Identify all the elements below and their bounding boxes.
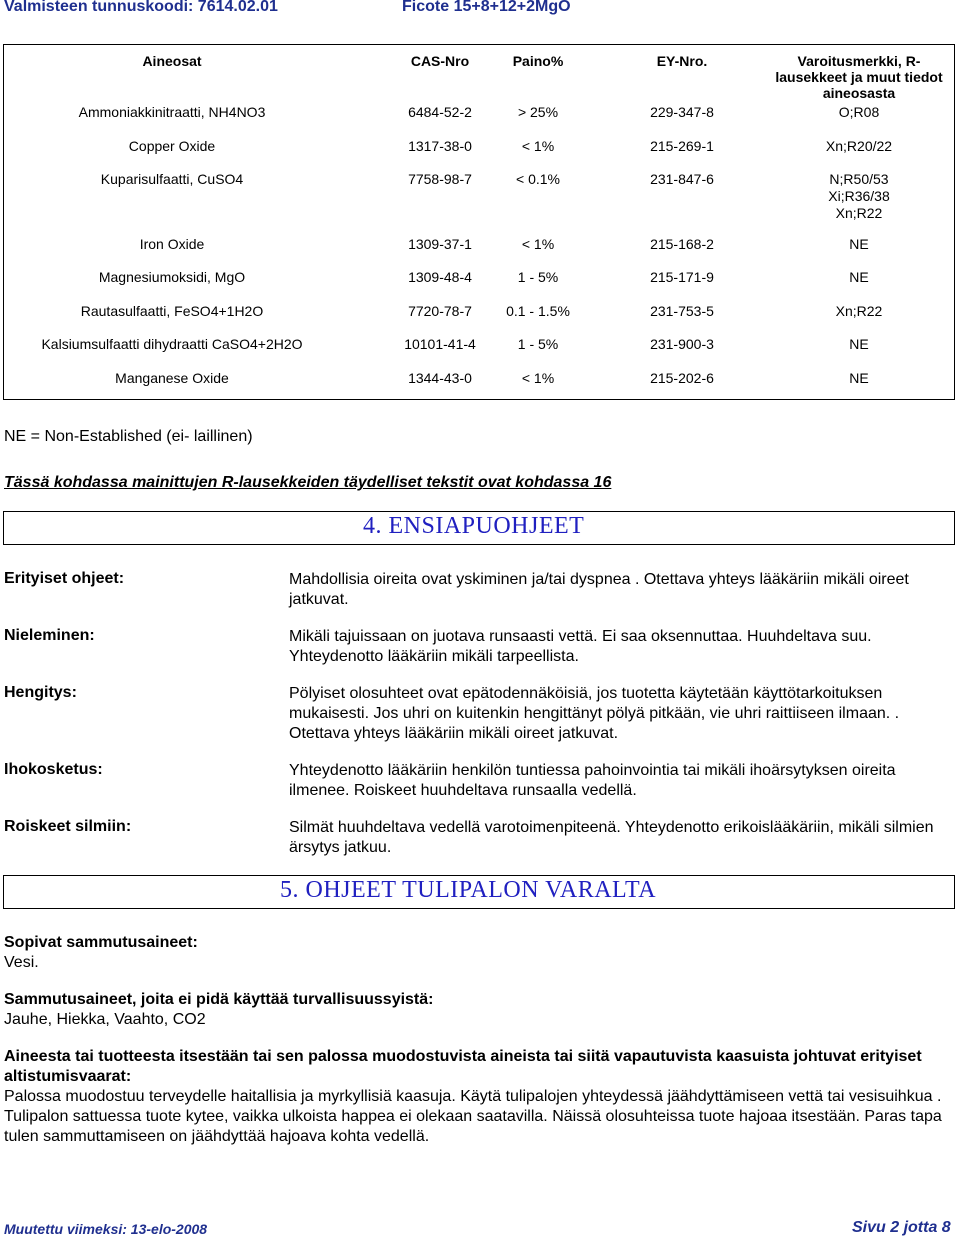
table-cell: 229-347-8	[650, 104, 714, 120]
table-cell: Copper Oxide	[128, 138, 216, 154]
first-aid-text: Yhteydenotto lääkäriin henkilön tuntiessa pahoinvointia tai mikäli ihoärsytyksen oireita ilmenee. Roiskeet huuhdeltava runsaalla vedellä.	[289, 762, 896, 799]
section-4-title: 4. ENSIAPUOHJEET	[363, 513, 585, 539]
table-cell: > 25%	[517, 104, 559, 120]
table-cell: 1344-43-0	[408, 370, 472, 386]
table-cell: 215-202-6	[650, 370, 714, 386]
table-cell: Xn;R20/22	[825, 138, 893, 154]
first-aid-label: Ihokosketus:	[4, 761, 103, 778]
table-cell: 215-171-9	[650, 269, 714, 285]
page-number: Sivu 2 jotta 8	[852, 1219, 951, 1236]
suitable-extinguishers-block	[4, 933, 954, 973]
table-cell: < 0.1%	[516, 171, 560, 187]
product-name: Ficote 15+8+12+2MgO	[402, 0, 571, 15]
table-cell: 7758-98-7	[408, 171, 472, 187]
table-cell: 6484-52-2	[408, 104, 472, 120]
table-cell: 215-269-1	[650, 138, 714, 154]
first-aid-text: Mikäli tajuissaan on juotava runsaasti vettä. Ei saa oksennuttaa. Huuhdeltava suu. Yhteydenotto lääkäriin mikäli tarpeellista.	[289, 628, 872, 665]
page-header	[0, 0, 960, 22]
unsuitable-extinguishers-block	[4, 990, 954, 1030]
table-cell: NE	[849, 370, 869, 386]
column-header-cas: CAS-Nro	[410, 53, 470, 69]
table-cell: Manganese Oxide	[115, 370, 229, 386]
ne-abbreviation-note: NE = Non-Established (ei- laillinen)	[4, 428, 253, 445]
table-cell: 0.1 - 1.5%	[506, 303, 570, 319]
table-cell: 1309-37-1	[408, 236, 472, 252]
column-header-paino: Paino%	[512, 53, 564, 69]
first-aid-text: Silmät huuhdeltava vedellä varotoimenpiteenä. Yhteydenotto erikoislääkäriin, mikäli silmien ärsytys jatkuu.	[289, 819, 934, 856]
suitable-extinguishers-label: Sopivat sammutusaineet:	[4, 934, 198, 951]
r-phrases-note: Tässä kohdassa mainittujen R-lausekkeiden täydelliset tekstit ovat kohdassa 16	[4, 474, 612, 491]
fire-hazards-text: Palossa muodostuu terveydelle haitallisia ja myrkyllisiä kaasuja. Käytä tulipalojen yhteydessä jäähdyttämiseen vettä tai vesisuihkua . Tulipalon sattuessa tuote kytee, vaikka ulkoista happea ei olekaan saatavilla. Näissä olosuhteissa tuote hajoaa itsestään. Paras tapa tulen sammuttamiseen on jäähdyttää hajoava kohta vedellä.	[4, 1088, 942, 1145]
product-code: Valmisteen tunnuskoodi: 7614.02.01	[4, 0, 278, 15]
table-cell: 231-900-3	[650, 336, 714, 352]
table-cell: < 1%	[521, 236, 555, 252]
table-cell: Magnesiumoksidi, MgO	[98, 269, 246, 285]
table-cell: 7720-78-7	[408, 303, 472, 319]
table-cell: Kuparisulfaatti, CuSO4	[100, 171, 244, 187]
table-cell: Xn;R22	[835, 303, 883, 319]
table-cell: Iron Oxide	[139, 236, 205, 252]
first-aid-text: Mahdollisia oireita ovat yskiminen ja/tai dyspnea . Otettava yhteys lääkäriin mikäli oireet jatkuvat.	[289, 571, 909, 608]
unsuitable-extinguishers-label: Sammutusaineet, joita ei pidä käyttää turvallisuussyistä:	[4, 991, 434, 1008]
table-cell: 1317-38-0	[408, 138, 472, 154]
unsuitable-extinguishers-text: Jauhe, Hiekka, Vaahto, CO2	[4, 1011, 206, 1028]
table-cell: 10101-41-4	[404, 336, 476, 352]
table-cell: N;R50/53 Xi;R36/38 Xn;R22	[828, 171, 890, 221]
column-header-aineosat: Aineosat	[142, 53, 202, 69]
first-aid-label: Erityiset ohjeet:	[4, 570, 125, 587]
first-aid-label: Nieleminen:	[4, 627, 95, 644]
table-cell: Rautasulfaatti, FeSO4+1H2O	[80, 303, 264, 319]
table-cell: Kalsiumsulfaatti dihydraatti CaSO4+2H2O	[41, 336, 303, 352]
table-cell: < 1%	[521, 370, 555, 386]
composition-table	[3, 44, 955, 400]
column-header-warnings: Varoitusmerkki, R- lausekkeet ja muut tiedot aineosasta	[775, 53, 943, 101]
first-aid-label: Hengitys:	[4, 684, 77, 701]
table-cell: Ammoniakkinitraatti, NH4NO3	[78, 104, 266, 120]
table-cell: NE	[849, 236, 869, 252]
table-cell: 231-753-5	[650, 303, 714, 319]
table-cell: O;R08	[838, 104, 880, 120]
fire-hazards-label: Aineesta tai tuotteesta itsestään tai sen palossa muodostuvista aineista tai siitä vapautuvista kaasuista johtuvat erityiset altistumisvaarat:	[4, 1048, 922, 1085]
table-cell: < 1%	[521, 138, 555, 154]
table-cell: 1309-48-4	[408, 269, 472, 285]
first-aid-label: Roiskeet silmiin:	[4, 818, 132, 835]
suitable-extinguishers-text: Vesi.	[4, 954, 39, 971]
table-cell: 215-168-2	[650, 236, 714, 252]
section-5-title: 5. OHJEET TULIPALON VARALTA	[280, 877, 657, 903]
table-cell: 1 - 5%	[517, 269, 559, 285]
table-cell: 1 - 5%	[517, 336, 559, 352]
first-aid-text: Pölyiset olosuhteet ovat epätodennäköisiä, jos tuotetta käytetään käyttötarkoituksen mukaisesti. Jos uhri on kuitenkin hengittänyt pölyä pitkään, vie uhri raittiiseen ilmaan. . Otettava yhteys lääkäriin mikäli oireet jatkuvat.	[289, 685, 900, 742]
table-cell: NE	[849, 269, 869, 285]
fire-hazards-block	[4, 1047, 954, 1147]
table-cell: 231-847-6	[650, 171, 714, 187]
last-modified: Muutettu viimeksi: 13-elo-2008	[4, 1221, 208, 1237]
column-header-ey: EY-Nro.	[656, 53, 708, 69]
table-cell: NE	[849, 336, 869, 352]
